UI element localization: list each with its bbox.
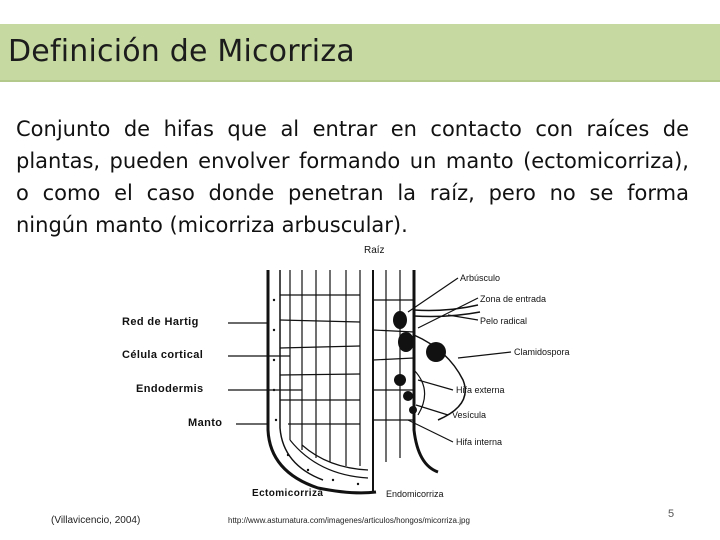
mycorrhiza-illustration bbox=[118, 240, 598, 502]
title-bar bbox=[0, 24, 720, 82]
mycorrhiza-diagram bbox=[118, 240, 598, 502]
citation: (Villavicencio, 2004) bbox=[51, 515, 141, 526]
label-arbusculo: Arbúsculo bbox=[460, 273, 501, 283]
label-zona-de-entrada: Zona de entrada bbox=[480, 294, 547, 304]
label-manto: Manto bbox=[188, 417, 223, 429]
label-hifa-externa: Hifa externa bbox=[456, 385, 505, 395]
label-endomicorriza: Endomicorriza bbox=[386, 489, 444, 499]
label-hifa-interna: Hifa interna bbox=[456, 437, 503, 447]
label-pelo-radical: Pelo radical bbox=[480, 316, 528, 326]
label-raiz: Raíz bbox=[364, 245, 385, 256]
label-ectomicorriza: Ectomicorriza bbox=[252, 488, 324, 499]
label-endodermis: Endodermis bbox=[136, 383, 204, 395]
definition-text: Conjunto de hifas que al entrar en contacto con raíces de plantas, pueden envolver formando un manto (ectomicorriza), o como el caso donde penetran la raíz, pero no se forma ningún manto (micorriza arbuscular). bbox=[16, 117, 689, 237]
label-celula-cortical: Célula cortical bbox=[122, 349, 204, 361]
label-vesicula: Vesícula bbox=[452, 410, 487, 420]
slide-title: Definición de Micorriza bbox=[8, 34, 355, 69]
label-clamidospora: Clamidospora bbox=[514, 347, 570, 357]
source-url: http://www.asturnatura.com/imagenes/articulos/hongos/micorriza.jpg bbox=[228, 516, 470, 525]
label-red-de-hartig: Red de Hartig bbox=[122, 316, 199, 328]
page-number: 5 bbox=[668, 508, 675, 520]
